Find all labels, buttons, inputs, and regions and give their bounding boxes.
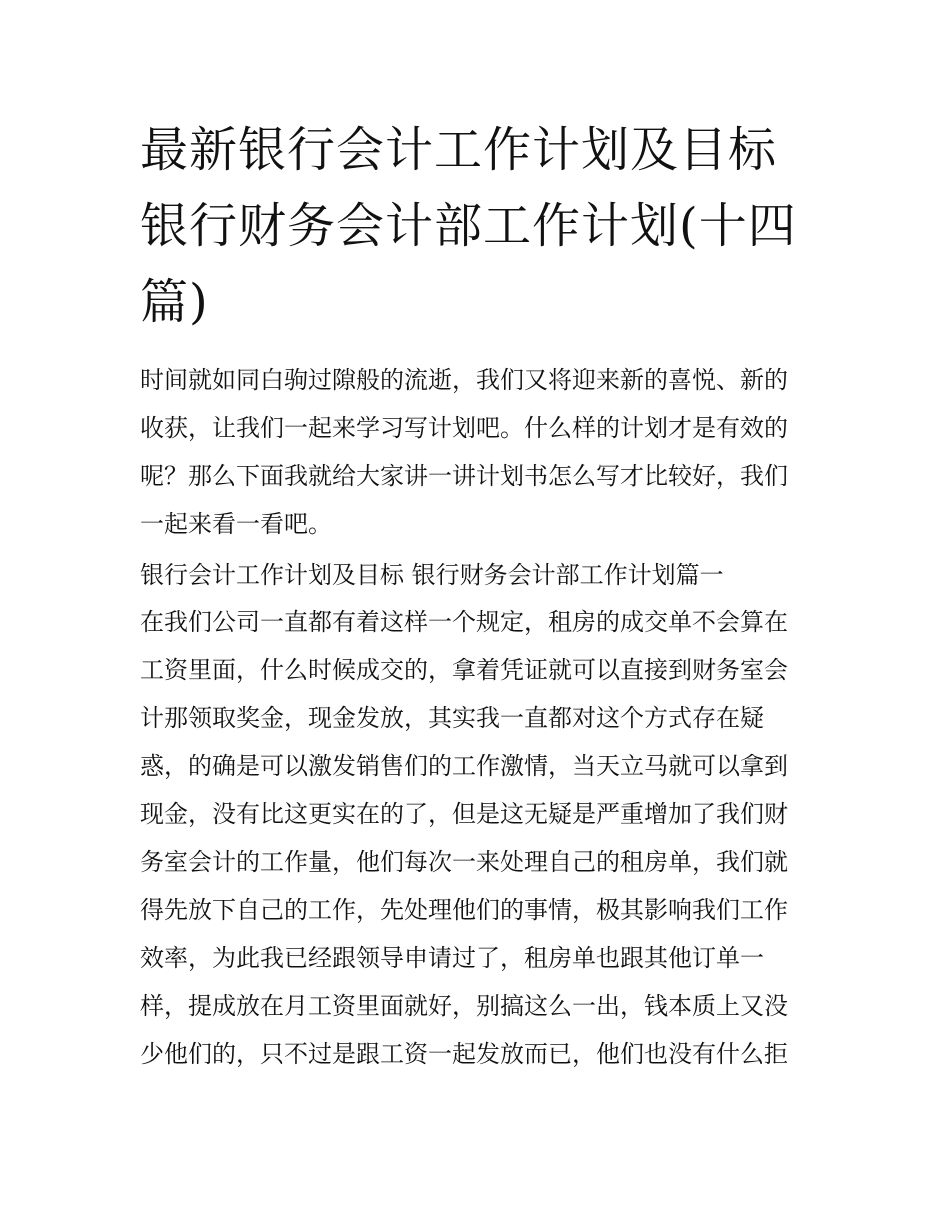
text-line: 工资里面，什么时候成交的，拿着凭证就可以直接到财务室会: [140, 656, 788, 684]
text-line: 一起来看一看吧。: [140, 510, 332, 538]
text-line: 呢？那么下面我就给大家讲一讲计划书怎么写才比较好，我们: [140, 462, 788, 490]
text-line: 时间就如同白驹过隙般的流逝，我们又将迎来新的喜悦、新的: [140, 366, 788, 394]
text-line: 在我们公司一直都有着这样一个规定，租房的成交单不会算在: [140, 608, 788, 636]
text-line: 少他们的，只不过是跟工资一起发放而已，他们也没有什么拒: [140, 1040, 788, 1068]
title-line: 最新银行会计工作计划及目标: [140, 122, 778, 178]
body-paragraph: [140, 598, 820, 1078]
text-line: 务室会计的工作量，他们每次一来处理自己的租房单，我们就: [140, 848, 788, 876]
text-line: 计那领取奖金，现金发放，其实我一直都对这个方式存在疑: [140, 704, 764, 732]
text-line: 样，提成放在月工资里面就好，别搞这么一出，钱本质上又没: [140, 992, 788, 1020]
title-line: 银行财务会计部工作计划(十四: [140, 198, 797, 254]
document-body: [140, 356, 820, 1078]
text-line: 收获，让我们一起来学习写计划吧。什么样的计划才是有效的: [140, 414, 788, 442]
text-line: 得先放下自己的工作，先处理他们的事情，极其影响我们工作: [140, 896, 788, 924]
document-title: [140, 112, 830, 340]
title-line: 篇): [140, 274, 209, 330]
text-line: 现金，没有比这更实在的了，但是这无疑是严重增加了我们财: [140, 800, 788, 828]
text-line: 惑，的确是可以激发销售们的工作激情，当天立马就可以拿到: [140, 752, 788, 780]
text-line: 效率，为此我已经跟领导申请过了，租房单也跟其他订单一: [140, 944, 764, 972]
intro-paragraph: [140, 356, 820, 548]
section-heading: 银行会计工作计划及目标 银行财务会计部工作计划篇一: [140, 561, 724, 589]
